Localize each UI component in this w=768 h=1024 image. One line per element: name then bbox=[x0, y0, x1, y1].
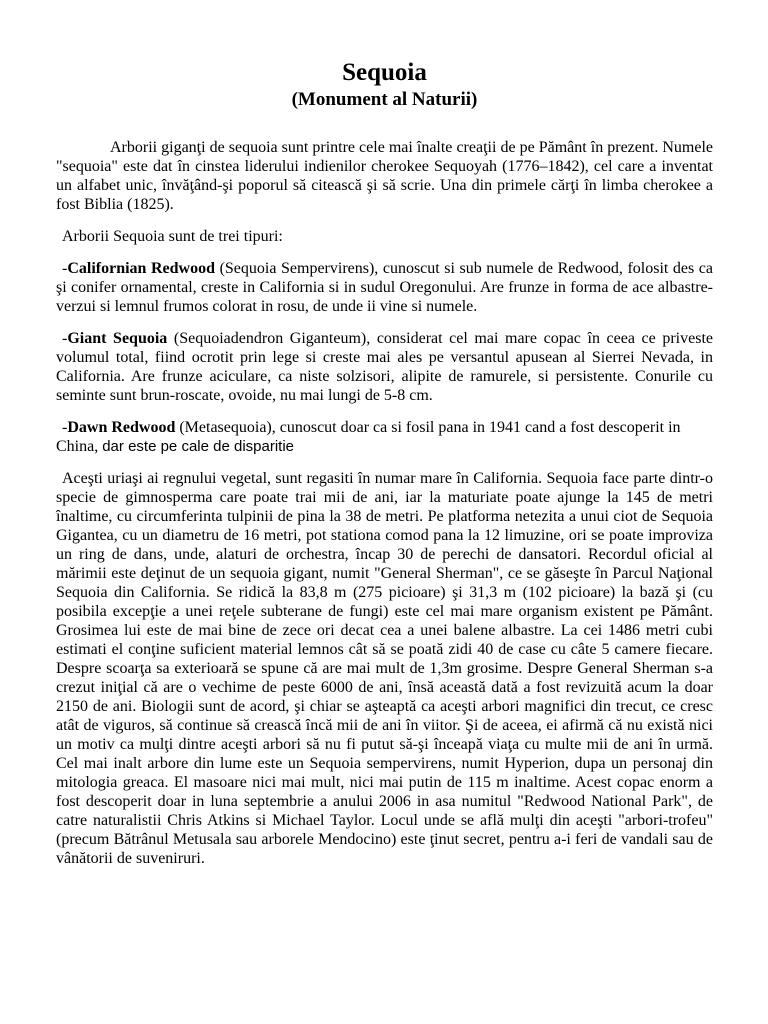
types-intro-paragraph: Arborii Sequoia sunt de trei tipuri: bbox=[62, 228, 283, 245]
type-paragraph-californian-redwood bbox=[56, 259, 713, 316]
type-description-tail: dar este pe cale de disparitie bbox=[102, 438, 295, 455]
type-name: Californian Redwood bbox=[67, 260, 216, 277]
page-subtitle: (Monument al Naturii) bbox=[291, 89, 478, 110]
type-dash: - bbox=[62, 419, 68, 436]
page-title: Sequoia bbox=[342, 59, 427, 86]
type-paragraph-giant-sequoia bbox=[56, 329, 713, 405]
type-name: Dawn Redwood bbox=[67, 419, 176, 436]
body-paragraph: Aceşti uriaşi ai regnului vegetal, sunt regasiti în numar mare în California. Sequoia face parte dintr-o specie de gimnosperma care poate trai mii de ani, iar la maturiate poate ajunge la 145 de metri înaltime, cu circumferinta tulpinii de pina la 38 de metri. Pe platforma netezita a unui ciot de Sequoia Gigantea, cu un diametru de 16 metri, pot stationa comod pana la 12 limuzine, ori se poate improviza un ring de dans, unde, alaturi de orchestra, încap 30 de perechi de dansatori. Recordul oficial al mărimii este deţinut de un sequoia gigant, numit "General Sherman", ce se găseşte în Parcul Naţional Sequoia din California. Se ridică la 83,8 m (275 picioare) şi 31,3 m (102 picioare) la bază şi (cu posibila excepţie a unei reţele subterane de fungi) este cel mai mare organism existent pe Pământ. Grosimea lui este de mai bine de zece ori decat cea a unei balene albastre. La cei 1486 metri cubi estimati el conţine suficient material lemnos cât să se poată zidi 40 de case cu câte 5 camere fiecare. Despre scoarţa sa exterioară se spune că are mai mult de 1,3m grosime. Despre General Sherman s-a crezut iniţial că are o vechime de peste 6000 de ani, însă această dată a fost revizuită acum la doar 2150 de ani. Biologii sunt de acord, şi chiar se aşteaptă ca aceşti arbori magnifici din trecut, ce cresc atât de viguros, să continue să crească încă mii de ani în viitor. Şi de aceea, ei afirmă că nu există nici un motiv ca mulţi dintre aceşti arbori să nu fi putut să-şi înceapă viaţa cu multe mii de ani în urmă. Cel mai inalt arbore din lume este un Sequoia sempervirens, numit Hyperion, dupa un personaj din mitologia greaca. El masoare nici mai mult, nici mai putin de 115 m inaltime. Acest copac enorm a fost descoperit doar in luna septembrie a anului 2006 in asa numitul "Redwood National Park", de catre naturalistii Chris Atkins si Michael Taylor. Locul unde se află mulţi din aceşti "arbori-trofeu" (precum Bătrânul Metusala sau arborele Mendocino) este ţinut secret, pentru a-i feri de vandali sau de vânătorii de suveniruri. bbox=[56, 470, 713, 867]
type-description: (Metasequoia), cunoscut doar ca si fosil pana in 1941 cand a fost descoperit in China, bbox=[56, 419, 681, 455]
type-dash: - bbox=[62, 260, 68, 277]
type-description: (Sequoia Sempervirens), cunoscut si sub numele de Redwood, folosit des ca şi conifer ornamental, creste in California si in sudul Oregonului. Are frunze in forma de ace albastre-verzui si lemnul frumos colorat in rosu, de unde ii vine si numele. bbox=[56, 260, 714, 315]
intro-paragraph: Arborii giganţi de sequoia sunt printre cele mai înalte creaţii de pe Pământ în prezent. Numele "sequoia" este dat în cinstea liderului indienilor cherokee Sequoyah (1776–1842), cel care a inventat un alfabet unic, învăţând-şi poporul să citească şi să scrie. Una din primele cărţi în limba cherokee a fost Biblia (1825). bbox=[56, 139, 713, 213]
type-name: Giant Sequoia bbox=[67, 330, 168, 347]
type-paragraph-dawn-redwood bbox=[56, 418, 713, 456]
type-description: (Sequoiadendron Giganteum), considerat cel mai mare copac în ceea ce priveste volumul total, fiind ocrotit prin lege si creste mai ales pe versantul apusean al Sierrei Nevada, in California. Are frunze aciculare, ca niste solzisori, alipite de ramurele, si persistente. Conurile cu seminte sunt brun-roscate, ovoide, nu mai lungi de 5-8 cm. bbox=[56, 330, 714, 404]
type-dash: - bbox=[62, 330, 68, 347]
